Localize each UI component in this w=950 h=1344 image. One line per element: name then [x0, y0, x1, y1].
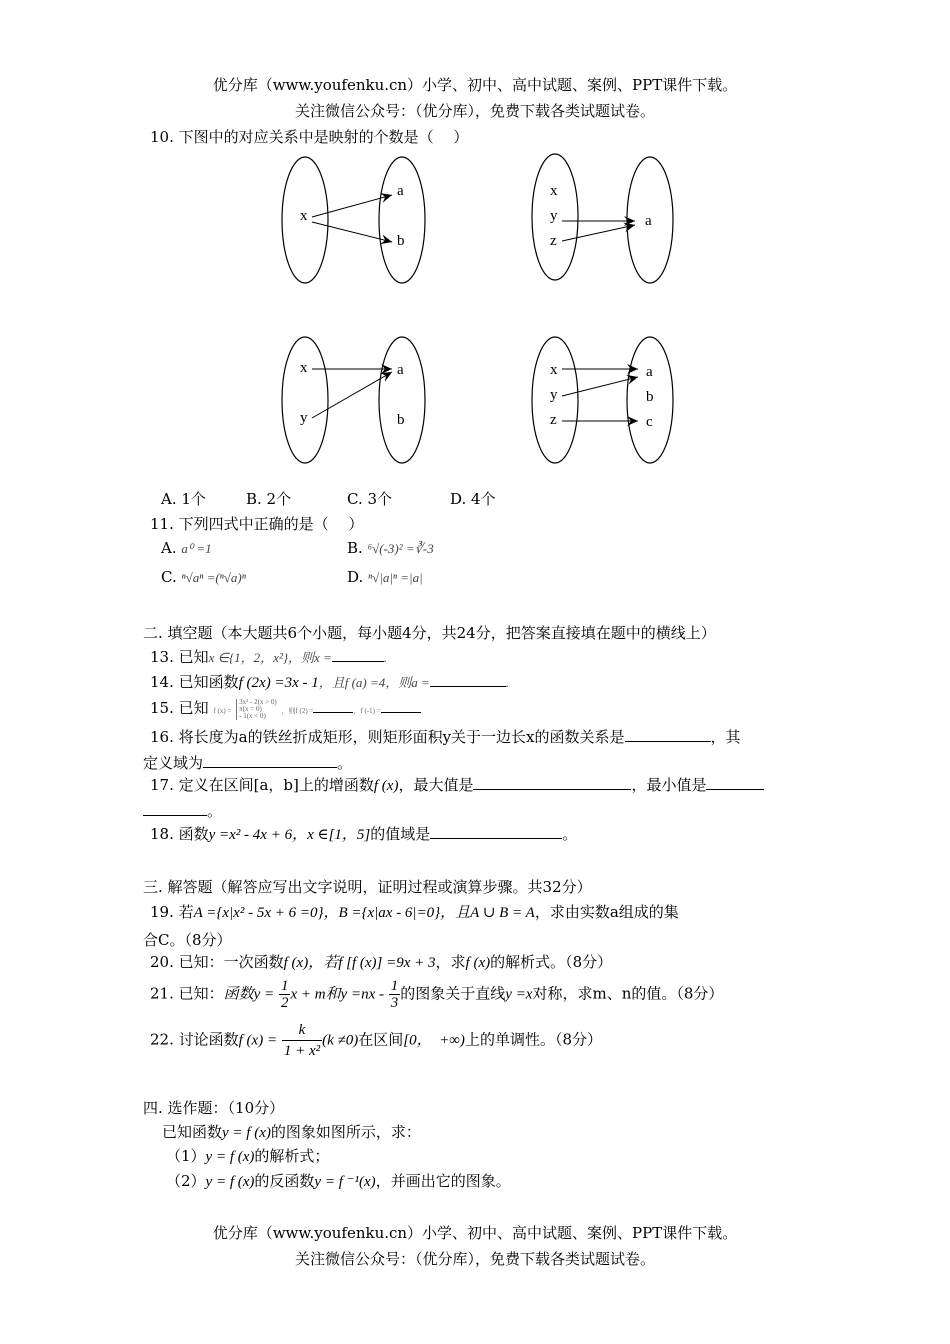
q16-blank-2[interactable]: [203, 753, 337, 768]
s4-item2-math-1: y = f (x): [205, 1174, 255, 1190]
footer-line-1: 优分库（www.youfenku.cn）小学、初中、高中试题、案例、PPT课件下载。: [212, 1224, 738, 1242]
diagram-3: [282, 337, 425, 463]
q22-suffix: 上的单调性。（8分）: [464, 1030, 602, 1049]
q10-option-c: C. 3个: [347, 490, 393, 508]
s4-intro-suffix: 的图象如图所示，求：: [270, 1123, 421, 1141]
q17-line-1: [150, 774, 764, 795]
section3-title: 三. 解答题（解答应写出文字说明，证明过程或演算步骤。共32分）: [143, 878, 592, 896]
s4-item1-label: （1）: [166, 1147, 206, 1165]
s4-intro-math: y = f (x): [222, 1125, 271, 1141]
q21-frac2-num: 1: [390, 978, 399, 994]
q11-option-a: [161, 539, 212, 557]
q10-option-b: B. 2个: [246, 490, 292, 508]
q19-line-2: 合C。（8分）: [143, 931, 232, 949]
diagram-1: [282, 157, 425, 283]
q18-blank[interactable]: [430, 824, 562, 839]
q20: [150, 951, 612, 972]
q21-fraction-1: [279, 978, 291, 1011]
section2-title: 二. 填空题（本大题共6个小题，每小题4分，共24分，把答案直接填在题中的横线上）: [143, 624, 716, 642]
d3-right-a: a: [397, 362, 404, 378]
s4-item2-label: （2）: [166, 1172, 206, 1190]
q21-mid: 的图象关于直线: [400, 984, 506, 1003]
q22-mid: 在区间: [358, 1030, 404, 1049]
q10-stem: 10. 下图中的对应关系中是映射的个数是（ ）: [150, 128, 469, 146]
d2-left-x: x: [550, 183, 558, 199]
q16-blank-1[interactable]: [625, 727, 711, 742]
s4-item1-math: y = f (x): [205, 1149, 255, 1165]
q17-blank-min-2[interactable]: [143, 801, 207, 816]
q20-mid: ，若f [f (x)] =9x + 3: [308, 955, 436, 971]
q22-fraction: [282, 1020, 322, 1061]
q16-end: 。: [337, 754, 353, 772]
q16-text: 16. 将长度为a的铁丝折成矩形，则矩形面积y关于一边长x的函数关系是: [150, 728, 625, 746]
d2-right-a: a: [645, 213, 652, 229]
q11-stem: 11. 下列四式中正确的是（ ）: [150, 515, 364, 533]
s4-item2-suffix: ，并画出它的图象。: [375, 1172, 511, 1190]
q22-cond: (k ≠0): [322, 1032, 359, 1049]
section4-intro: [162, 1121, 421, 1142]
q11-a-expr: a⁰ =1: [181, 541, 212, 556]
q15-fx: f (x) =: [213, 707, 232, 715]
d1-left-x: x: [300, 208, 308, 224]
header-line-1: 优分库（www.youfenku.cn）小学、初中、高中试题、案例、PPT课件下载。: [212, 76, 738, 94]
q15-case-3: - 1(x < 0): [239, 711, 266, 720]
q14-prefix: 14. 已知函数: [150, 673, 239, 691]
q18-prefix: 18. 函数: [150, 825, 209, 843]
q21-frac1-den: 2: [280, 995, 289, 1011]
q20-fx: f (x): [283, 955, 309, 971]
s4-item2-math-2: y = f ⁻¹(x): [314, 1174, 376, 1190]
s4-intro-prefix: 已知函数: [162, 1123, 223, 1141]
q13-math: x ∈{1，2，x²}，则x =: [208, 650, 332, 665]
q15: [150, 697, 421, 720]
q17-text-a: 17. 定义在区间[a，b]上的增函数: [150, 776, 374, 794]
section4-title: 四. 选作题：（10分）: [143, 1099, 285, 1117]
d1-right-a: a: [397, 183, 404, 199]
q11-c-label: C.: [161, 568, 177, 586]
s4-item1-suffix: 的解析式；: [254, 1147, 330, 1165]
q15-tail: ，则f (2) =: [281, 707, 314, 715]
q17-blank-max[interactable]: [473, 775, 631, 790]
q18-suffix: 的值域是: [370, 825, 431, 843]
d4-right-c: c: [646, 414, 653, 430]
q11-d-expr: ⁿ√|a|ⁿ =|a|: [368, 570, 423, 585]
q11-option-b: [347, 539, 434, 557]
q17-text-c: ，最小值是: [631, 776, 707, 794]
q21-frac2-den: 3: [390, 995, 399, 1011]
q17-fx: f (x): [373, 778, 399, 794]
q22-num: k: [282, 1020, 322, 1041]
q11-b-label: B.: [347, 539, 363, 557]
q15-blank-1[interactable]: [313, 702, 353, 713]
q11-b-expr: ⁶√(-3)² =∛-3: [367, 541, 434, 556]
q14-blank[interactable]: [430, 672, 506, 687]
q21-line: y =x: [505, 986, 533, 1003]
q21-math-1: 函数y =: [223, 986, 275, 1003]
q19-line-1: [150, 901, 679, 922]
q15-piecewise: [236, 699, 277, 720]
d3-left-y: y: [300, 410, 308, 426]
q17-line-2: [143, 800, 222, 821]
q19-math: A ={x|x² - 5x + 6 =0}，B ={x|ax - 6|=0}，且A ∪ B = A: [193, 905, 535, 921]
q14-math-2: ，且f (a) =4，则a =: [318, 675, 430, 690]
q16-line-2: [143, 752, 352, 773]
q11-option-d: [347, 568, 423, 586]
q20-end: 的解析式。（8分）: [490, 953, 613, 971]
section4-item-2: [166, 1170, 511, 1191]
q13-prefix: 13. 已知: [150, 648, 209, 666]
q21-frac1-num: 1: [280, 978, 289, 994]
q21: [150, 978, 723, 1011]
q14: 14. 已知函数f (2x) =3x - 1，且f (a) =4，则a = .: [150, 673, 510, 691]
q16-comma: ，其: [710, 728, 741, 746]
d1-right-b: b: [397, 233, 405, 249]
d4-left-x: x: [550, 362, 558, 378]
q17-text-b: ，最大值是: [398, 776, 474, 794]
diagram-4: [532, 337, 673, 463]
q18-math: y =x² - 4x + 6，x ∈[1，5]: [208, 827, 371, 843]
d4-right-a: a: [646, 364, 653, 380]
d2-left-y: y: [550, 208, 558, 224]
s4-item2-mid: 的反函数: [254, 1172, 315, 1190]
q18: [150, 823, 577, 844]
q10-option-a: A. 1个: [161, 490, 206, 508]
q15-case-2: π(x = 0): [239, 704, 262, 713]
q15-tail-2: ，f (-1) =: [353, 707, 381, 715]
d3-left-x: x: [300, 360, 308, 376]
q21-fraction-2: [389, 978, 401, 1011]
q17-end: 。: [207, 802, 223, 820]
section4-item-1: [166, 1145, 329, 1166]
q19-prefix: 19. 若: [150, 903, 194, 921]
q15-case-1: 3x² - 2(x > 0): [239, 697, 277, 706]
q22-interval: [0， +∞): [403, 1032, 465, 1049]
q22-fx: f (x) =: [238, 1032, 278, 1049]
q15-blank-2[interactable]: [381, 702, 421, 713]
q11-d-label: D.: [347, 568, 364, 586]
q20-suffix: ，求: [435, 953, 466, 971]
q22-den: 1 + x²: [283, 1043, 321, 1059]
q13: 13. 已知x ∈{1，2，x²}，则x = .: [150, 648, 388, 666]
header-line-2: 关注微信公众号：（优分库），免费下载各类试题试卷。: [294, 102, 655, 120]
q16-domain-label: 定义域为: [143, 754, 204, 772]
q17-blank-min-1[interactable]: [706, 775, 764, 790]
q22-prefix: 22. 讨论函数: [150, 1030, 239, 1049]
q14-math-1: f (2x) =3x - 1: [238, 675, 319, 691]
d4-right-b: b: [646, 389, 654, 405]
q21-suffix: 对称，求m、n的值。（8分）: [532, 984, 724, 1003]
diagram-2: [532, 154, 673, 283]
d4-left-y: y: [550, 387, 558, 403]
q19-suffix: ，求由实数a组成的集: [534, 903, 679, 921]
q16-line-1: [150, 726, 741, 747]
q10-option-d: D. 4个: [450, 490, 496, 508]
d3-right-b: b: [397, 412, 405, 428]
q20-fx-2: f (x): [465, 955, 491, 971]
footer-line-2: 关注微信公众号：（优分库），免费下载各类试题试卷。: [294, 1250, 655, 1268]
d2-left-z: z: [550, 233, 557, 249]
q11-a-label: A.: [161, 539, 177, 557]
q21-math-2: x + m和y =nx -: [290, 986, 384, 1003]
q21-prefix: 21. 已知：: [150, 984, 224, 1003]
q18-end: 。: [562, 825, 578, 843]
q22: [150, 1020, 602, 1061]
q10-mapping-diagrams: [270, 150, 710, 470]
q15-prefix: 15. 已知: [150, 699, 209, 717]
q20-prefix: 20. 已知：一次函数: [150, 953, 284, 971]
q11-option-c: [161, 568, 246, 586]
q11-c-expr: ⁿ√aⁿ =(ⁿ√a)ⁿ: [181, 570, 246, 585]
d4-left-z: z: [550, 412, 557, 428]
q13-blank[interactable]: [332, 647, 384, 662]
